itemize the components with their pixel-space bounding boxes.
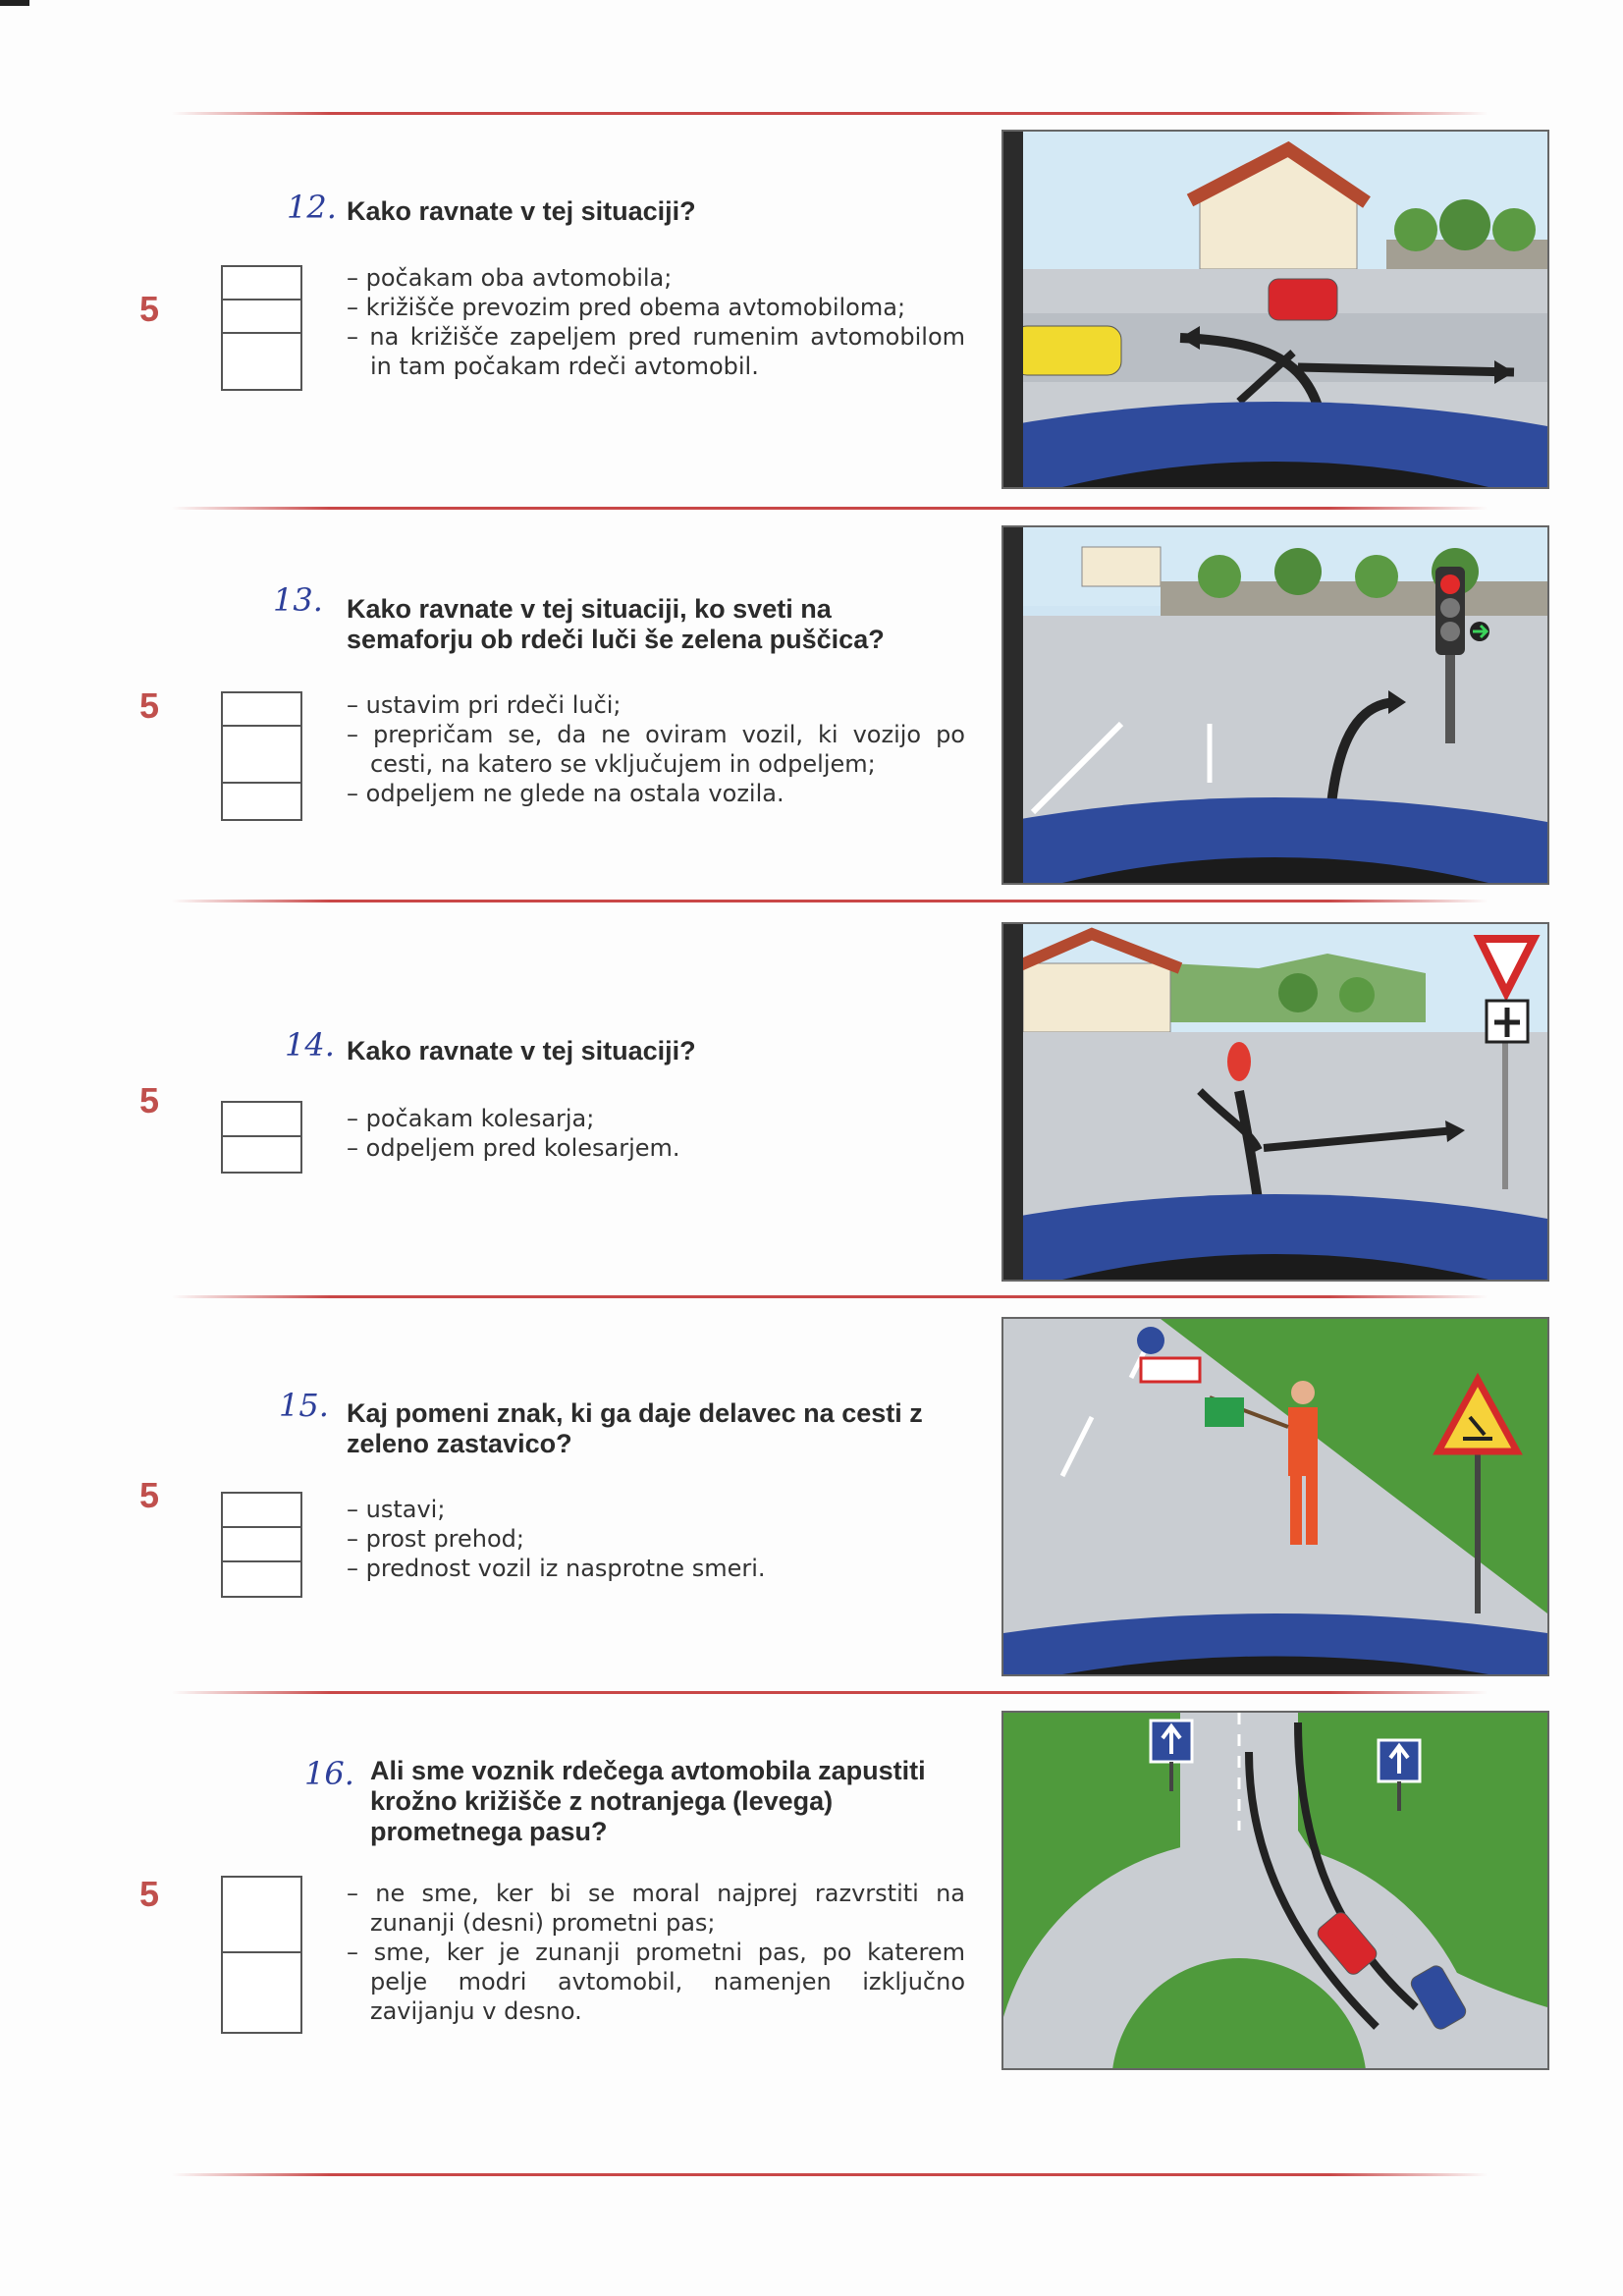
answer-boxes bbox=[221, 1101, 302, 1174]
question-number: 13. bbox=[273, 581, 323, 619]
answer-option-1: – ne sme, ker bi se moral najprej razvrstiti na zunanji (desni) prometni pas; bbox=[347, 1879, 965, 1938]
question-text: Kaj pomeni znak, ki ga daje delavec na cesti z zeleno zastavico? bbox=[347, 1398, 923, 1458]
question-text: Kako ravnate v tej situaciji, ko sveti na semaforju ob rdeči luči še zelena puščica? bbox=[347, 594, 885, 654]
answer-boxes bbox=[221, 1876, 302, 2034]
answer-checkbox-1[interactable] bbox=[223, 1494, 300, 1528]
answer-checkbox-1[interactable] bbox=[223, 267, 300, 301]
divider bbox=[172, 900, 1488, 902]
points-label: 5 bbox=[139, 685, 160, 726]
answer-checkbox-2[interactable] bbox=[223, 1528, 300, 1562]
answer-option-2: – križišče prevozim pred obema avtomobiloma; bbox=[347, 293, 965, 322]
points-label: 5 bbox=[139, 1874, 160, 1914]
answer-checkbox-1[interactable] bbox=[223, 1103, 300, 1137]
question-text: Kako ravnate v tej situaciji? bbox=[347, 1036, 696, 1066]
answer-option-2: – prost prehod; bbox=[347, 1524, 965, 1554]
answer-checkbox-3[interactable] bbox=[223, 334, 300, 389]
answer-boxes bbox=[221, 265, 302, 391]
points-label: 5 bbox=[139, 289, 160, 329]
answer-checkbox-3[interactable] bbox=[223, 784, 300, 819]
answer-checkbox-3[interactable] bbox=[223, 1562, 300, 1596]
answer-checkbox-1[interactable] bbox=[223, 693, 300, 727]
answer-list bbox=[347, 1879, 965, 2026]
answer-option-1: – počakam oba avtomobila; bbox=[347, 263, 965, 293]
scan-corner-mark bbox=[0, 0, 29, 6]
answer-list bbox=[347, 1104, 965, 1163]
answer-checkbox-2[interactable] bbox=[223, 1953, 300, 2032]
answer-checkbox-2[interactable] bbox=[223, 727, 300, 784]
divider bbox=[172, 2173, 1488, 2176]
question-text: Ali sme voznik rdečega avtomobila zapustiti krožno križišče z notranjega (levega) prometnega pasu? bbox=[370, 1756, 926, 1846]
answer-boxes bbox=[221, 691, 302, 821]
answer-option-2: – odpeljem pred kolesarjem. bbox=[347, 1133, 965, 1163]
points-label: 5 bbox=[139, 1080, 160, 1121]
question-number: 12. bbox=[287, 189, 337, 226]
answer-list bbox=[347, 263, 965, 381]
answer-option-3: – odpeljem ne glede na ostala vozila. bbox=[347, 779, 965, 808]
answer-list bbox=[347, 690, 965, 808]
illustration-road-worker-green-flag bbox=[1001, 1317, 1549, 1676]
answer-boxes bbox=[221, 1492, 302, 1598]
question-number: 15. bbox=[279, 1387, 329, 1424]
question-number: 14. bbox=[285, 1026, 335, 1064]
question-text: Kako ravnate v tej situaciji? bbox=[347, 196, 696, 226]
answer-option-1: – ustavi; bbox=[347, 1495, 965, 1524]
divider bbox=[172, 1691, 1488, 1694]
divider bbox=[172, 1295, 1488, 1298]
illustration-roundabout bbox=[1001, 1711, 1549, 2070]
answer-option-1: – ustavim pri rdeči luči; bbox=[347, 690, 965, 720]
answer-checkbox-2[interactable] bbox=[223, 1137, 300, 1172]
answer-option-2: – prepričam se, da ne oviram vozil, ki vozijo po cesti, na katero se vključujem in odpeljem; bbox=[347, 720, 965, 779]
answer-option-3: – na križišče zapeljem pred rumenim avtomobilom in tam počakam rdeči avtomobil. bbox=[347, 322, 965, 381]
answer-option-2: – sme, ker je zunanji prometni pas, po katerem pelje modri avtomobil, namenjen izključno zavijanju v desno. bbox=[347, 1938, 965, 2026]
illustration-intersection-two-cars bbox=[1001, 130, 1549, 489]
answer-checkbox-1[interactable] bbox=[223, 1878, 300, 1953]
divider bbox=[172, 507, 1488, 510]
illustration-traffic-light-green-arrow bbox=[1001, 525, 1549, 885]
illustration-intersection-cyclist bbox=[1001, 922, 1549, 1282]
answer-option-1: – počakam kolesarja; bbox=[347, 1104, 965, 1133]
answer-list bbox=[347, 1495, 965, 1583]
points-label: 5 bbox=[139, 1475, 160, 1515]
answer-option-3: – prednost vozil iz nasprotne smeri. bbox=[347, 1554, 965, 1583]
divider bbox=[172, 112, 1488, 115]
answer-checkbox-2[interactable] bbox=[223, 301, 300, 334]
question-number: 16. bbox=[304, 1755, 354, 1792]
